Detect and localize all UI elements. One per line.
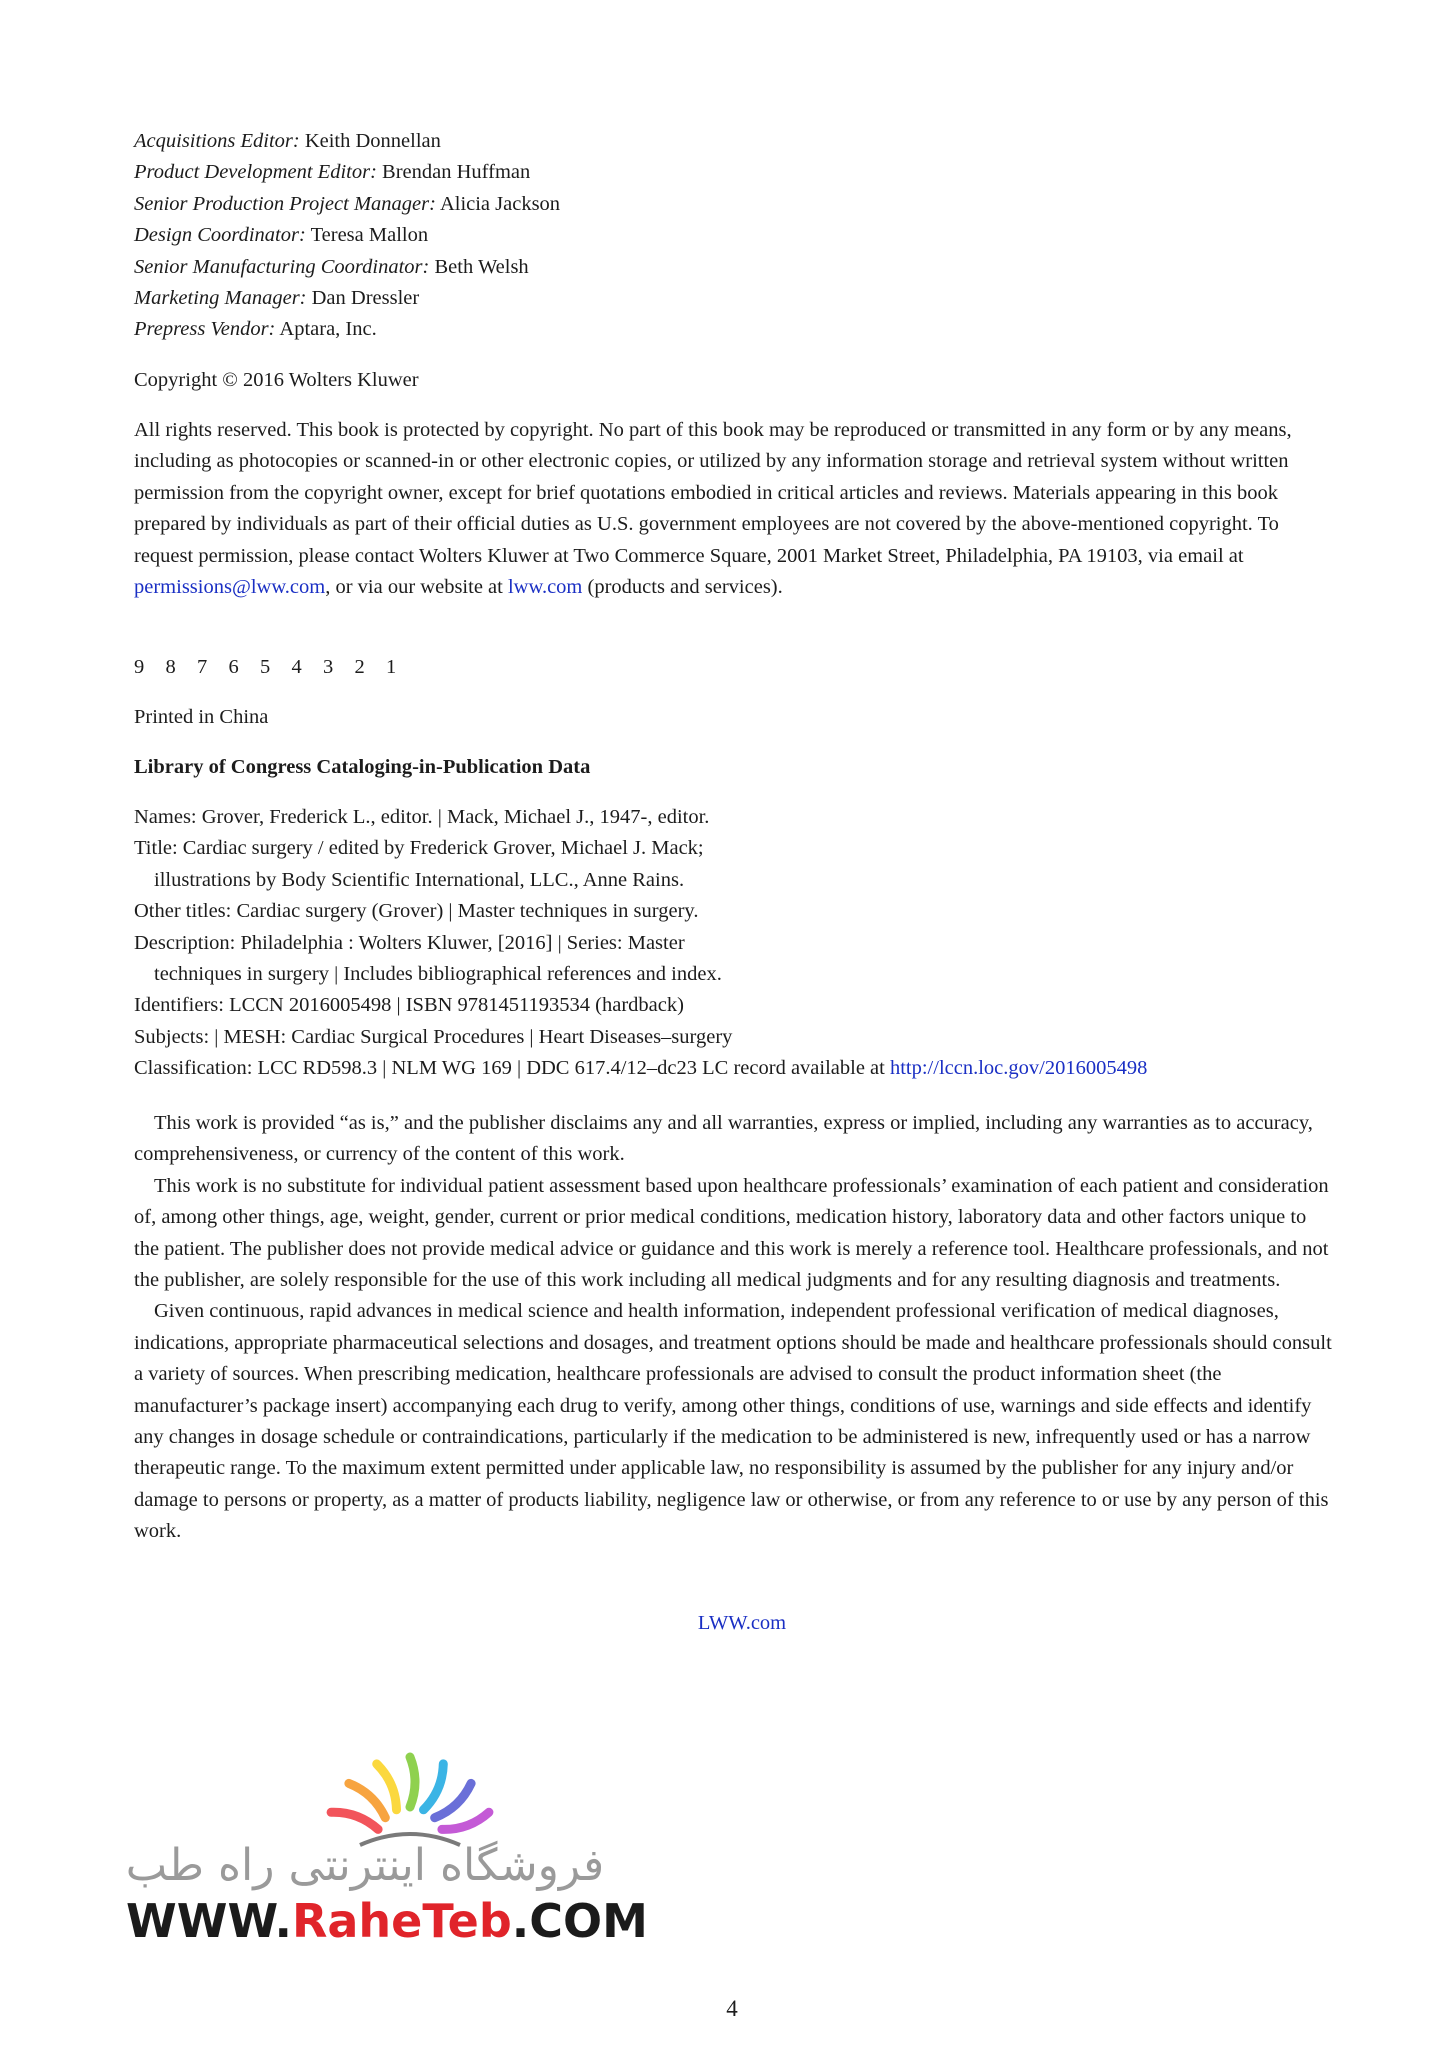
cip-data: [134, 802, 1334, 1085]
cip-identifiers: Identifiers: LCCN 2016005498 | ISBN 9781451193534 (hardback): [134, 994, 684, 1017]
rights-text: , or via our website at: [325, 576, 508, 599]
credit-name: Teresa Mallon: [310, 224, 429, 247]
credit-name: Dan Dressler: [311, 287, 420, 310]
printed-in: Printed in China: [134, 706, 269, 728]
copyright-line: Copyright © 2016 Wolters Kluwer: [134, 369, 419, 391]
cip-classification: [134, 1053, 1334, 1084]
printing-number: 3: [323, 656, 334, 678]
permissions-email-link[interactable]: permissions@lww.com: [134, 576, 326, 599]
rights-text: (products and services).: [582, 576, 783, 599]
logo-fan-stroke: [331, 1812, 378, 1829]
printing-number: 7: [197, 656, 208, 678]
credit-row: [134, 189, 1334, 220]
credit-row: [134, 314, 1334, 345]
credit-role: Senior Production Project Manager:: [134, 192, 436, 215]
credit-role: Marketing Manager:: [134, 287, 307, 310]
printing-number: 1: [386, 656, 397, 678]
logo-fan-stroke: [410, 1757, 415, 1807]
credit-role: Product Development Editor:: [134, 161, 377, 184]
watermark-url-prefix: WWW.: [126, 1894, 292, 1948]
credit-row: [134, 283, 1334, 314]
credit-name: Alicia Jackson: [439, 192, 561, 215]
credit-row: [134, 252, 1334, 283]
cip-description-continued: techniques in surgery | Includes bibliographical references and index.: [154, 963, 722, 986]
credit-row: [134, 220, 1334, 251]
credit-name: Keith Donnellan: [304, 130, 441, 152]
credit-name: Aptara, Inc.: [279, 318, 377, 341]
printing-number: 6: [228, 656, 239, 678]
credit-role: Design Coordinator:: [134, 224, 306, 247]
credit-row: [134, 157, 1334, 188]
cip-subjects: Subjects: | MESH: Cardiac Surgical Procedures | Heart Diseases–surgery: [134, 1025, 733, 1048]
disclaimer-paragraph: This work is provided “as is,” and the publisher disclaims any and all warranties, express or implied, including any warranties as to accuracy, comprehensiveness, or currency of the content of this work.: [134, 1112, 1313, 1166]
page-number: 4: [726, 1996, 738, 2021]
logo-fan-stroke: [424, 1764, 444, 1810]
watermark-url-suffix: .COM: [511, 1894, 648, 1948]
credit-role: Prepress Vendor:: [134, 318, 276, 341]
lww-link[interactable]: LWW.com: [697, 1612, 787, 1634]
disclaimer-paragraph: This work is no substitute for individual patient assessment based upon healthcare professionals’ examination of each patient and consideration of, among other things, age, weight, gender, current or prior medical conditions, medication history, laboratory data and other factors unique to the patient. The publisher does not provide medical advice or guidance and this work is merely a reference tool. Healthcare professionals, and not the publisher, are solely responsible for the use of this work including all medical judgments and for any resulting diagnosis and treatments.: [134, 1174, 1329, 1292]
credit-name: Brendan Huffman: [382, 161, 531, 184]
printing-number: 5: [260, 656, 271, 678]
credit-row: [134, 126, 1334, 157]
disclaimer-paragraph: Given continuous, rapid advances in medical science and health information, independent professional verification of medical diagnoses, indications, appropriate pharmaceutical selections and dosages, and treatment options should be made and healthcare professionals should consult a variety of sources. When prescribing medication, healthcare professionals are advised to consult the product information sheet (the manufacturer’s package insert) accompanying each drug to verify, among other things, conditions of use, warnings and side effects and identify any changes in dosage schedule or contraindications, particularly if the medication to be administered is new, infrequently used or has a narrow therapeutic range. To the maximum extent permitted under applicable law, no responsibility is assumed by the publisher for any injury and/or damage to persons or property, as a matter of products liability, negligence law or otherwise, or from any reference to or use by any person of this work.: [134, 1300, 1332, 1543]
credit-name: Beth Welsh: [434, 255, 529, 278]
cip-other-titles: Other titles: Cardiac surgery (Grover) | Master techniques in surgery.: [134, 900, 699, 923]
watermark-persian-text: فروشگاه اینترنتی راه طب: [125, 1840, 605, 1891]
watermark-url-brand: RaheTeb: [291, 1894, 512, 1948]
credit-role: Acquisitions Editor:: [134, 130, 300, 152]
printing-number: 4: [291, 656, 302, 678]
lww-website-link[interactable]: lww.com: [507, 576, 583, 599]
cip-classification-text: Classification: LCC RD598.3 | NLM WG 169 | DDC 617.4/12–dc23 LC record available at: [134, 1057, 890, 1080]
lccn-record-link[interactable]: http://lccn.loc.gov/2016005498: [889, 1057, 1148, 1080]
lww-link-row: [0, 1608, 1448, 1639]
printing-number: 8: [165, 656, 176, 678]
printing-numbers: [134, 652, 1334, 683]
watermark-url: [126, 1892, 648, 1950]
printing-number: 2: [354, 656, 365, 678]
legal-disclaimer: [134, 1108, 1334, 1548]
rights-paragraph: [134, 415, 1324, 603]
credit-role: Senior Manufacturing Coordinator:: [134, 255, 430, 278]
cip-title-continued: illustrations by Body Scientific International, LLC., Anne Rains.: [154, 868, 685, 891]
cip-heading: Library of Congress Cataloging-in-Publication Data: [134, 756, 591, 778]
cip-names: Names: Grover, Frederick L., editor. | Mack, Michael J., 1947-, editor.: [134, 806, 710, 828]
rights-text: All rights reserved. This book is protected by copyright. No part of this book may be reproduced or transmitted in any form or by any means, including as photocopies or scanned-in or other electronic copies, or utilized by any information storage and retrieval system without written permission from the copyright owner, except for brief quotations embodied in critical articles and reviews. Materials appearing in this book prepared by individuals as part of their official duties as U.S. government employees are not covered by the above-mentioned copyright. To request permission, please contact Wolters Kluwer at Two Commerce Square, 2001 Market Street, Philadelphia, PA 19103, via email at: [134, 419, 1292, 567]
cip-description: Description: Philadelphia : Wolters Kluwer, [2016] | Series: Master: [134, 931, 685, 954]
credits-list: [134, 126, 1334, 346]
printing-number: 9: [134, 656, 145, 678]
cip-title: Title: Cardiac surgery / edited by Frederick Grover, Michael J. Mack;: [134, 837, 704, 860]
